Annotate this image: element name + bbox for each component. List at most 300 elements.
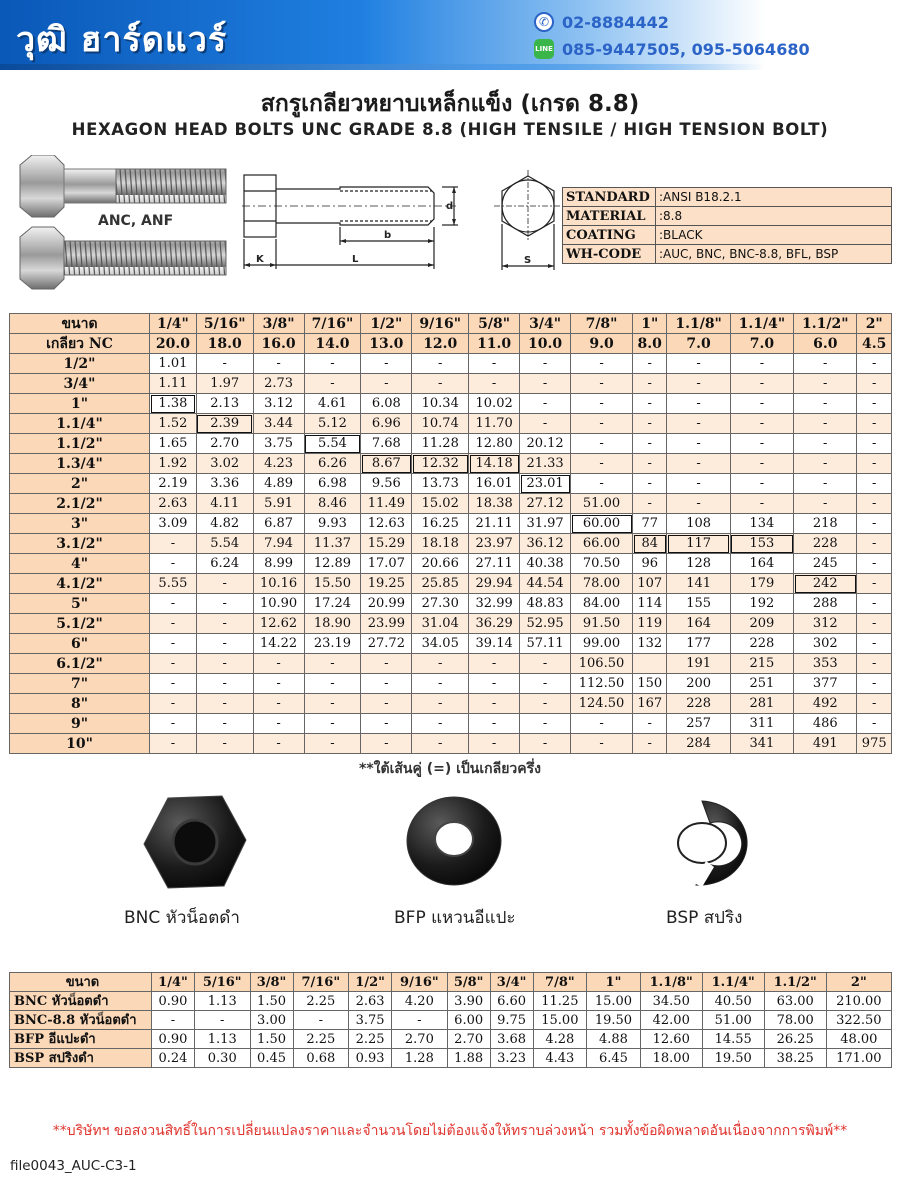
- price-cell: -: [571, 454, 633, 474]
- table-row: [10, 374, 892, 394]
- price-cell: -: [469, 374, 520, 394]
- price-cell: 3.09: [150, 514, 197, 534]
- length-label: 1": [10, 394, 150, 414]
- price-cell: 27.30: [412, 594, 469, 614]
- price-cell: 23.99: [361, 614, 412, 634]
- price-cell: -: [520, 354, 571, 374]
- length-label: 9": [10, 714, 150, 734]
- price-cell: -: [571, 374, 633, 394]
- size-header: 5/16": [194, 973, 250, 992]
- price-cell: -: [571, 734, 633, 754]
- price-cell: 12.80: [469, 434, 520, 454]
- price-cell: -: [194, 1011, 250, 1030]
- price-cell: -: [469, 674, 520, 694]
- price-cell: 0.30: [194, 1049, 250, 1068]
- price-cell: -: [857, 534, 892, 554]
- table-row: [10, 734, 892, 754]
- price-cell: -: [150, 554, 197, 574]
- price-cell: -: [571, 714, 633, 734]
- price-cell: -: [196, 734, 253, 754]
- size-header: 1": [633, 314, 667, 334]
- price-cell: -: [412, 354, 469, 374]
- price-cell: 192: [730, 594, 793, 614]
- thread-pitch: 8.0: [633, 334, 667, 354]
- price-cell: -: [571, 414, 633, 434]
- size-header: 1.1/8": [640, 973, 702, 992]
- price-cell: -: [196, 694, 253, 714]
- price-cell: -: [412, 374, 469, 394]
- price-cell: -: [633, 434, 667, 454]
- size-header: 9/16": [392, 973, 448, 992]
- price-cell: -: [857, 414, 892, 434]
- table-row: [10, 434, 892, 454]
- phone-icon: ✆: [534, 12, 554, 32]
- table-row: [10, 594, 892, 614]
- phone-contact[interactable]: [534, 12, 669, 32]
- price-cell: 34.05: [412, 634, 469, 654]
- price-cell: 2.25: [293, 992, 349, 1011]
- price-cell: -: [730, 354, 793, 374]
- price-cell: 4.61: [304, 394, 361, 414]
- price-cell: -: [633, 414, 667, 434]
- length-label: 3/4": [10, 374, 150, 394]
- price-cell: 16.25: [412, 514, 469, 534]
- price-cell: -: [794, 494, 857, 514]
- price-cell: 0.24: [152, 1049, 195, 1068]
- product-label: BNC-8.8 หัวน็อตดำ: [10, 1011, 152, 1030]
- price-cell: -: [196, 574, 253, 594]
- size-header: 5/8": [469, 314, 520, 334]
- size-header-row: [10, 314, 892, 334]
- dim-label-l: L: [352, 254, 359, 265]
- page-title-thai: สกรูเกลียวหยาบเหล็กแข็ง (เกรด 8.8): [260, 91, 640, 117]
- price-cell: 128: [667, 554, 730, 574]
- price-cell: -: [150, 674, 197, 694]
- size-header: 7/16": [293, 973, 349, 992]
- length-label: 5": [10, 594, 150, 614]
- size-header: 3/8": [250, 973, 293, 992]
- price-cell: -: [857, 354, 892, 374]
- price-cell: 141: [667, 574, 730, 594]
- price-cell: 18.00: [640, 1049, 702, 1068]
- size-header: 7/8": [571, 314, 633, 334]
- price-cell: 155: [667, 594, 730, 614]
- spec-key: MATERIAL: [563, 207, 656, 226]
- price-cell: 1.50: [250, 992, 293, 1011]
- length-label: 10": [10, 734, 150, 754]
- price-cell: 14.18: [469, 454, 520, 474]
- size-header: 1/2": [361, 314, 412, 334]
- price-cell: 2.19: [150, 474, 197, 494]
- price-cell: 3.23: [490, 1049, 533, 1068]
- price-cell: 23.19: [304, 634, 361, 654]
- product-label: BSP สปริงดำ: [10, 1049, 152, 1068]
- price-cell: -: [412, 734, 469, 754]
- length-label: 7": [10, 674, 150, 694]
- table-row: [10, 1011, 892, 1030]
- price-cell: 19.25: [361, 574, 412, 594]
- price-cell: -: [633, 734, 667, 754]
- price-cell: -: [469, 714, 520, 734]
- price-cell: 179: [730, 574, 793, 594]
- table-row: [10, 634, 892, 654]
- price-cell: -: [253, 654, 304, 674]
- price-cell: -: [253, 714, 304, 734]
- bolt-photo-short-thread: [20, 155, 226, 217]
- price-cell: 52.95: [520, 614, 571, 634]
- price-cell: -: [304, 734, 361, 754]
- price-cell: 57.11: [520, 634, 571, 654]
- thread-pitch: 6.0: [794, 334, 857, 354]
- disclaimer: **บริษัทฯ ขอสงวนสิทธิ์ในการเปลี่ยนแปลงราคาและจำนวนโดยไม่ต้องแจ้งให้ทราบล่วงหน้า รวมทั้งข้อผิดพลาดอันเนื่องจากการพิมพ์**: [52, 1123, 848, 1139]
- price-cell: 1.13: [194, 992, 250, 1011]
- price-cell: -: [304, 654, 361, 674]
- price-cell: 15.00: [533, 1011, 587, 1030]
- table-row: [10, 514, 892, 534]
- length-label: 8": [10, 694, 150, 714]
- thread-pitch: 10.0: [520, 334, 571, 354]
- price-cell: -: [361, 674, 412, 694]
- spec-key: COATING: [563, 226, 656, 245]
- price-cell: -: [152, 1011, 195, 1030]
- price-cell: 0.90: [152, 1030, 195, 1049]
- price-cell: -: [150, 654, 197, 674]
- spring-washer-photo: [650, 797, 754, 889]
- size-header: 9/16": [412, 314, 469, 334]
- length-label: 1.1/4": [10, 414, 150, 434]
- price-cell: -: [667, 454, 730, 474]
- price-cell: 4.82: [196, 514, 253, 534]
- length-label: 2.1/2": [10, 494, 150, 514]
- price-cell: 51.00: [702, 1011, 764, 1030]
- price-cell: -: [304, 354, 361, 374]
- mobile-numbers[interactable]: 085-9447505, 095-5064680: [562, 39, 810, 59]
- thread-pitch: 18.0: [196, 334, 253, 354]
- size-header: 1.1/4": [702, 973, 764, 992]
- price-cell: -: [196, 674, 253, 694]
- price-cell: 10.74: [412, 414, 469, 434]
- price-cell: 48.00: [826, 1030, 891, 1049]
- table-row: [10, 474, 892, 494]
- price-cell: 341: [730, 734, 793, 754]
- spec-key: WH-CODE: [563, 245, 656, 264]
- price-cell: 228: [730, 634, 793, 654]
- price-cell: 3.68: [490, 1030, 533, 1049]
- price-cell: 4.28: [533, 1030, 587, 1049]
- price-cell: 14.55: [702, 1030, 764, 1049]
- price-cell: 18.90: [304, 614, 361, 634]
- price-cell: 12.89: [304, 554, 361, 574]
- price-cell: 0.45: [250, 1049, 293, 1068]
- spec-table: [562, 187, 892, 264]
- price-cell: 107: [633, 574, 667, 594]
- length-label: 4": [10, 554, 150, 574]
- price-cell: -: [857, 494, 892, 514]
- price-cell: 63.00: [764, 992, 826, 1011]
- price-cell: 288: [794, 594, 857, 614]
- price-cell: 167: [633, 694, 667, 714]
- price-cell: 150: [633, 674, 667, 694]
- product-label: BNC หัวน็อตดำ: [10, 992, 152, 1011]
- price-cell: 3.75: [349, 1011, 392, 1030]
- price-cell: 84: [633, 534, 667, 554]
- price-cell: -: [293, 1011, 349, 1030]
- washer-caption: BFP แหวนอีแปะ: [394, 908, 516, 928]
- price-cell: 3.00: [250, 1011, 293, 1030]
- price-cell: -: [361, 654, 412, 674]
- price-cell: -: [730, 374, 793, 394]
- thread-pitch: 12.0: [412, 334, 469, 354]
- price-cell: -: [304, 694, 361, 714]
- price-cell: 1.97: [196, 374, 253, 394]
- price-cell: 9.56: [361, 474, 412, 494]
- price-cell: 91.50: [571, 614, 633, 634]
- price-cell: -: [520, 734, 571, 754]
- price-cell: -: [520, 394, 571, 414]
- price-cell: 11.70: [469, 414, 520, 434]
- bolt-photo-full-thread: [20, 227, 226, 289]
- price-cell: 3.44: [253, 414, 304, 434]
- length-label: 5.1/2": [10, 614, 150, 634]
- price-cell: -: [392, 1011, 448, 1030]
- price-cell: 5.54: [304, 434, 361, 454]
- price-cell: 6.87: [253, 514, 304, 534]
- price-cell: 34.50: [640, 992, 702, 1011]
- price-cell: 153: [730, 534, 793, 554]
- size-header: 1.1/4": [730, 314, 793, 334]
- price-cell: -: [520, 654, 571, 674]
- price-cell: 114: [633, 594, 667, 614]
- spec-row: [563, 207, 892, 226]
- price-cell: -: [633, 494, 667, 514]
- price-cell: -: [857, 474, 892, 494]
- price-cell: 16.01: [469, 474, 520, 494]
- price-cell: 60.00: [571, 514, 633, 534]
- price-cell: 20.66: [412, 554, 469, 574]
- price-cell: 171.00: [826, 1049, 891, 1068]
- price-cell: 39.14: [469, 634, 520, 654]
- size-header: 3/8": [253, 314, 304, 334]
- price-cell: [633, 654, 667, 674]
- price-cell: 3.12: [253, 394, 304, 414]
- price-cell: 17.24: [304, 594, 361, 614]
- price-cell: 15.29: [361, 534, 412, 554]
- price-cell: 27.72: [361, 634, 412, 654]
- dim-label-s: S: [524, 255, 532, 266]
- price-cell: 124.50: [571, 694, 633, 714]
- price-cell: 10.34: [412, 394, 469, 414]
- price-cell: -: [196, 614, 253, 634]
- price-cell: 42.00: [640, 1011, 702, 1030]
- size-header: 1.1/8": [667, 314, 730, 334]
- price-cell: 77: [633, 514, 667, 534]
- bolt-price-table: [9, 313, 892, 754]
- table-row: [10, 534, 892, 554]
- price-cell: -: [857, 614, 892, 634]
- price-cell: 1.92: [150, 454, 197, 474]
- thread-header-label: เกลียว NC: [10, 334, 150, 354]
- price-cell: 84.00: [571, 594, 633, 614]
- price-cell: 4.23: [253, 454, 304, 474]
- table-row: [10, 714, 892, 734]
- price-cell: -: [150, 634, 197, 654]
- price-cell: 12.60: [640, 1030, 702, 1049]
- price-cell: 2.70: [447, 1030, 490, 1049]
- price-cell: 245: [794, 554, 857, 574]
- price-cell: 25.85: [412, 574, 469, 594]
- price-cell: -: [857, 674, 892, 694]
- size-header: 2": [857, 314, 892, 334]
- size-header: 1.1/2": [794, 314, 857, 334]
- price-cell: -: [730, 454, 793, 474]
- price-cell: 6.00: [447, 1011, 490, 1030]
- price-cell: 15.00: [587, 992, 641, 1011]
- size-header: 1/4": [152, 973, 195, 992]
- price-cell: 14.22: [253, 634, 304, 654]
- dim-label-b: b: [384, 230, 392, 241]
- price-cell: -: [304, 674, 361, 694]
- price-cell: -: [794, 454, 857, 474]
- price-cell: 40.38: [520, 554, 571, 574]
- price-cell: 200: [667, 674, 730, 694]
- table-row: [10, 614, 892, 634]
- price-cell: 311: [730, 714, 793, 734]
- price-cell: -: [857, 394, 892, 414]
- table-row: [10, 454, 892, 474]
- price-cell: 10.02: [469, 394, 520, 414]
- size-header: 1": [587, 973, 641, 992]
- price-cell: 4.20: [392, 992, 448, 1011]
- price-cell: -: [667, 394, 730, 414]
- price-cell: -: [196, 714, 253, 734]
- price-cell: -: [857, 714, 892, 734]
- price-cell: 12.62: [253, 614, 304, 634]
- price-cell: 218: [794, 514, 857, 534]
- price-cell: -: [361, 374, 412, 394]
- price-cell: 4.43: [533, 1049, 587, 1068]
- price-cell: 0.93: [349, 1049, 392, 1068]
- price-cell: 20.99: [361, 594, 412, 614]
- price-cell: 11.25: [533, 992, 587, 1011]
- price-cell: 2.63: [349, 992, 392, 1011]
- price-cell: 66.00: [571, 534, 633, 554]
- price-cell: -: [196, 594, 253, 614]
- price-cell: 177: [667, 634, 730, 654]
- price-cell: -: [633, 714, 667, 734]
- price-cell: -: [794, 434, 857, 454]
- price-cell: -: [667, 494, 730, 514]
- thread-pitch: 16.0: [253, 334, 304, 354]
- price-cell: -: [520, 694, 571, 714]
- thread-pitch: 14.0: [304, 334, 361, 354]
- table-row: [10, 394, 892, 414]
- price-cell: -: [361, 354, 412, 374]
- spec-value: :ANSI B18.2.1: [656, 188, 892, 207]
- length-label: 1.1/2": [10, 434, 150, 454]
- size-header: 1/4": [150, 314, 197, 334]
- price-cell: -: [571, 474, 633, 494]
- price-cell: 2.63: [150, 494, 197, 514]
- price-cell: 36.29: [469, 614, 520, 634]
- price-cell: 1.50: [250, 1030, 293, 1049]
- price-cell: -: [667, 474, 730, 494]
- price-cell: -: [304, 714, 361, 734]
- price-cell: 7.68: [361, 434, 412, 454]
- table-row: [10, 574, 892, 594]
- price-cell: 4.88: [587, 1030, 641, 1049]
- price-cell: -: [361, 694, 412, 714]
- price-cell: 51.00: [571, 494, 633, 514]
- price-cell: -: [857, 694, 892, 714]
- price-cell: 6.08: [361, 394, 412, 414]
- price-cell: 1.88: [447, 1049, 490, 1068]
- price-cell: 3.90: [447, 992, 490, 1011]
- price-cell: -: [196, 354, 253, 374]
- price-cell: 377: [794, 674, 857, 694]
- price-cell: 4.11: [196, 494, 253, 514]
- price-cell: -: [412, 654, 469, 674]
- price-cell: -: [633, 374, 667, 394]
- price-cell: 27.12: [520, 494, 571, 514]
- price-cell: 11.37: [304, 534, 361, 554]
- phone-number[interactable]: 02-8884442: [562, 12, 669, 32]
- size-header: 5/16": [196, 314, 253, 334]
- hex-head-drawing: [492, 166, 564, 274]
- price-cell: 19.50: [587, 1011, 641, 1030]
- price-cell: -: [361, 734, 412, 754]
- price-cell: 5.12: [304, 414, 361, 434]
- table-row: [10, 1049, 892, 1068]
- price-cell: 191: [667, 654, 730, 674]
- price-cell: 18.18: [412, 534, 469, 554]
- price-cell: 6.98: [304, 474, 361, 494]
- price-cell: -: [253, 734, 304, 754]
- size-header: 2": [826, 973, 891, 992]
- price-cell: 21.33: [520, 454, 571, 474]
- price-cell: 6.26: [304, 454, 361, 474]
- price-cell: 353: [794, 654, 857, 674]
- price-cell: -: [794, 394, 857, 414]
- nut-caption: BNC หัวน็อตดำ: [124, 908, 240, 928]
- price-cell: -: [412, 674, 469, 694]
- size-header: 7/16": [304, 314, 361, 334]
- price-cell: 32.99: [469, 594, 520, 614]
- price-cell: -: [520, 714, 571, 734]
- price-cell: -: [469, 734, 520, 754]
- price-cell: -: [253, 694, 304, 714]
- price-cell: 12.32: [412, 454, 469, 474]
- table-row: [10, 414, 892, 434]
- thread-pitch: 9.0: [571, 334, 633, 354]
- price-cell: -: [730, 474, 793, 494]
- price-cell: 15.02: [412, 494, 469, 514]
- price-cell: 164: [730, 554, 793, 574]
- price-cell: 1.13: [194, 1030, 250, 1049]
- price-cell: 36.12: [520, 534, 571, 554]
- mobile-contact[interactable]: [534, 39, 810, 59]
- price-cell: 251: [730, 674, 793, 694]
- spec-key: STANDARD: [563, 188, 656, 207]
- price-cell: 0.90: [152, 992, 195, 1011]
- spec-value: :8.8: [656, 207, 892, 226]
- price-cell: 11.28: [412, 434, 469, 454]
- spec-row: [563, 245, 892, 264]
- spec-value: :AUC, BNC, BNC-8.8, BFL, BSP: [656, 245, 892, 264]
- table-row: [10, 494, 892, 514]
- price-cell: -: [150, 614, 197, 634]
- length-label: 4.1/2": [10, 574, 150, 594]
- price-cell: -: [730, 434, 793, 454]
